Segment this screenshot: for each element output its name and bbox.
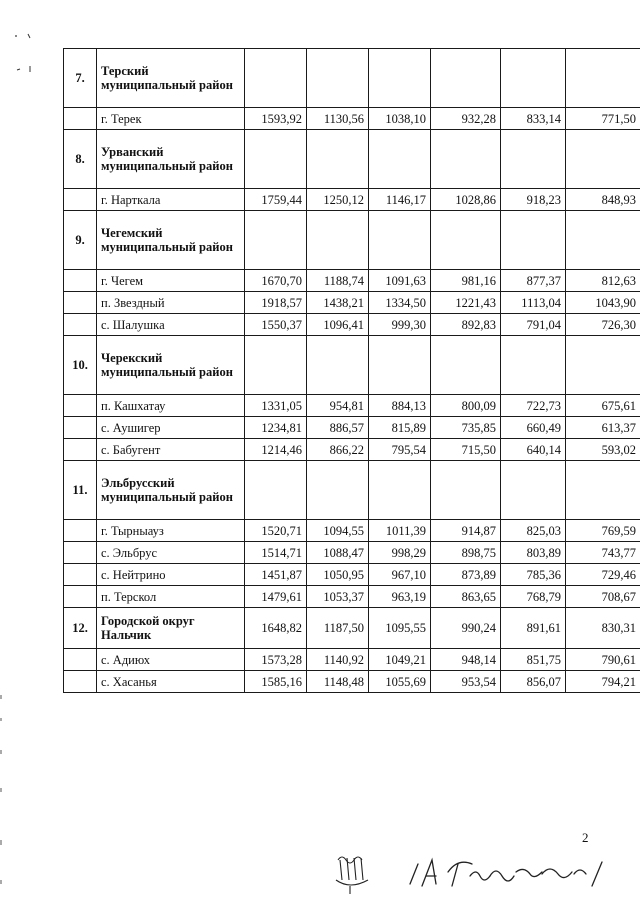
value-cell: 1038,10 — [369, 108, 431, 130]
settlement-name-cell: с. Эльбрус — [97, 542, 245, 564]
row-number-cell — [64, 439, 97, 461]
value-cell: 877,37 — [501, 270, 566, 292]
value-cell: 1214,46 — [245, 439, 307, 461]
district-name-cell: Чегемский муниципальный район — [97, 211, 245, 270]
value-cell — [501, 211, 566, 270]
value-cell: 1250,12 — [307, 189, 369, 211]
value-cell: 953,54 — [431, 671, 501, 693]
value-cell: 1438,21 — [307, 292, 369, 314]
value-cell: 1479,61 — [245, 586, 307, 608]
value-cell: 866,22 — [307, 439, 369, 461]
value-cell: 800,09 — [431, 395, 501, 417]
value-cell — [307, 461, 369, 520]
row-number-cell: 7. — [64, 49, 97, 108]
value-cell — [307, 130, 369, 189]
row-number-cell — [64, 108, 97, 130]
value-cell: 735,85 — [431, 417, 501, 439]
district-name-cell: Городской округ Нальчик — [97, 608, 245, 649]
value-cell: 1140,92 — [307, 649, 369, 671]
settlement-name-cell: п. Кашхатау — [97, 395, 245, 417]
table-row — [64, 520, 640, 542]
value-cell: 932,28 — [431, 108, 501, 130]
value-cell — [501, 336, 566, 395]
table-row — [64, 671, 640, 693]
value-cell — [501, 130, 566, 189]
value-cell: 856,07 — [501, 671, 566, 693]
row-number-cell: 9. — [64, 211, 97, 270]
district-row — [64, 211, 640, 270]
value-cell: 1918,57 — [245, 292, 307, 314]
value-cell — [369, 461, 431, 520]
value-cell: 833,14 — [501, 108, 566, 130]
value-cell: 1585,16 — [245, 671, 307, 693]
value-cell: 825,03 — [501, 520, 566, 542]
page-number: 2 — [582, 830, 589, 845]
settlement-name-cell: г. Тырныауз — [97, 520, 245, 542]
settlement-name-cell: с. Адиюх — [97, 649, 245, 671]
value-cell: 1094,55 — [307, 520, 369, 542]
settlement-name-cell: с. Шалушка — [97, 314, 245, 336]
value-cell — [431, 461, 501, 520]
district-name-cell: Черекский муниципальный район — [97, 336, 245, 395]
value-cell: 1130,56 — [307, 108, 369, 130]
value-cell: 981,16 — [431, 270, 501, 292]
row-number-cell: 12. — [64, 608, 97, 649]
value-cell: 729,46 — [566, 564, 640, 586]
district-row — [64, 461, 640, 520]
value-cell: 999,30 — [369, 314, 431, 336]
value-cell: 675,61 — [566, 395, 640, 417]
table-row — [64, 564, 640, 586]
row-number-cell — [64, 314, 97, 336]
value-cell: 990,24 — [431, 608, 501, 649]
value-cell: 1091,63 — [369, 270, 431, 292]
row-number-cell — [64, 395, 97, 417]
value-cell: 898,75 — [431, 542, 501, 564]
settlement-name-cell: г. Нарткала — [97, 189, 245, 211]
value-cell: 613,37 — [566, 417, 640, 439]
value-cell: 640,14 — [501, 439, 566, 461]
value-cell — [307, 211, 369, 270]
value-cell: 1146,17 — [369, 189, 431, 211]
row-number-cell — [64, 671, 97, 693]
value-cell: 815,89 — [369, 417, 431, 439]
value-cell: 785,36 — [501, 564, 566, 586]
value-cell: 873,89 — [431, 564, 501, 586]
settlement-name-cell: с. Хасанья — [97, 671, 245, 693]
value-cell — [431, 130, 501, 189]
value-cell — [431, 211, 501, 270]
settlement-name-cell: п. Звездный — [97, 292, 245, 314]
table-body — [64, 49, 640, 693]
district-row — [64, 336, 640, 395]
value-cell: 998,29 — [369, 542, 431, 564]
value-cell: 1221,43 — [431, 292, 501, 314]
table-row — [64, 108, 640, 130]
value-cell: 954,81 — [307, 395, 369, 417]
scan-edge-artifact — [0, 690, 4, 900]
value-cell: 768,79 — [501, 586, 566, 608]
settlement-name-cell: с. Аушигер — [97, 417, 245, 439]
signature-image — [330, 842, 630, 897]
value-cell: 1049,21 — [369, 649, 431, 671]
value-cell — [431, 49, 501, 108]
value-cell: 1514,71 — [245, 542, 307, 564]
row-number-cell — [64, 649, 97, 671]
value-cell: 1096,41 — [307, 314, 369, 336]
value-cell: 1334,50 — [369, 292, 431, 314]
table-row — [64, 649, 640, 671]
settlement-name-cell: г. Чегем — [97, 270, 245, 292]
value-cell: 771,50 — [566, 108, 640, 130]
value-cell: 1593,92 — [245, 108, 307, 130]
value-cell: 1573,28 — [245, 649, 307, 671]
value-cell: 863,65 — [431, 586, 501, 608]
signature-mark — [336, 857, 368, 894]
value-cell — [431, 336, 501, 395]
table-row — [64, 270, 640, 292]
value-cell — [369, 336, 431, 395]
value-cell — [566, 461, 640, 520]
value-cell: 795,54 — [369, 439, 431, 461]
handwritten-signature — [410, 860, 602, 886]
district-row — [64, 608, 640, 649]
value-cell — [307, 336, 369, 395]
value-cell: 1053,37 — [307, 586, 369, 608]
value-cell: 948,14 — [431, 649, 501, 671]
row-number-cell — [64, 417, 97, 439]
value-cell: 963,19 — [369, 586, 431, 608]
value-cell: 722,73 — [501, 395, 566, 417]
value-cell: 769,59 — [566, 520, 640, 542]
value-cell — [245, 130, 307, 189]
table-row — [64, 586, 640, 608]
value-cell — [501, 49, 566, 108]
row-number-cell — [64, 586, 97, 608]
value-cell: 715,50 — [431, 439, 501, 461]
settlement-name-cell: с. Нейтрино — [97, 564, 245, 586]
value-cell: 1113,04 — [501, 292, 566, 314]
row-number-cell — [64, 520, 97, 542]
row-number-cell — [64, 564, 97, 586]
row-number-cell: 11. — [64, 461, 97, 520]
value-cell: 1095,55 — [369, 608, 431, 649]
table-row — [64, 292, 640, 314]
value-cell: 791,04 — [501, 314, 566, 336]
value-cell — [245, 336, 307, 395]
value-cell: 1670,70 — [245, 270, 307, 292]
value-cell: 1088,47 — [307, 542, 369, 564]
value-cell: 851,75 — [501, 649, 566, 671]
value-cell: 848,93 — [566, 189, 640, 211]
value-cell: 794,21 — [566, 671, 640, 693]
table-row — [64, 189, 640, 211]
value-cell: 1648,82 — [245, 608, 307, 649]
value-cell: 914,87 — [431, 520, 501, 542]
value-cell: 1148,48 — [307, 671, 369, 693]
value-cell — [501, 461, 566, 520]
value-cell — [369, 211, 431, 270]
value-cell — [369, 49, 431, 108]
table-row — [64, 439, 640, 461]
row-number-cell — [64, 270, 97, 292]
value-cell: 1050,95 — [307, 564, 369, 586]
value-cell: 708,67 — [566, 586, 640, 608]
district-name-cell: Терский муниципальный район — [97, 49, 245, 108]
value-cell: 743,77 — [566, 542, 640, 564]
value-cell: 830,31 — [566, 608, 640, 649]
value-cell — [307, 49, 369, 108]
value-cell — [566, 211, 640, 270]
value-cell: 891,61 — [501, 608, 566, 649]
row-number-cell: 10. — [64, 336, 97, 395]
settlement-name-cell: с. Бабугент — [97, 439, 245, 461]
district-name-cell: Урванский муниципальный район — [97, 130, 245, 189]
value-cell: 803,89 — [501, 542, 566, 564]
scan-artifact-marks — [12, 30, 42, 80]
row-number-cell — [64, 542, 97, 564]
table-row — [64, 395, 640, 417]
settlement-name-cell: г. Терек — [97, 108, 245, 130]
value-cell: 1028,86 — [431, 189, 501, 211]
district-name-cell: Эльбрусский муниципальный район — [97, 461, 245, 520]
value-cell: 593,02 — [566, 439, 640, 461]
table-row — [64, 314, 640, 336]
value-cell — [369, 130, 431, 189]
value-cell: 1520,71 — [245, 520, 307, 542]
value-cell: 1187,50 — [307, 608, 369, 649]
row-number-cell — [64, 292, 97, 314]
value-cell: 1055,69 — [369, 671, 431, 693]
value-cell — [566, 336, 640, 395]
value-cell: 790,61 — [566, 649, 640, 671]
district-row — [64, 49, 640, 108]
value-cell: 1331,05 — [245, 395, 307, 417]
value-cell: 660,49 — [501, 417, 566, 439]
value-cell: 1234,81 — [245, 417, 307, 439]
settlement-name-cell: п. Терскол — [97, 586, 245, 608]
value-cell: 884,13 — [369, 395, 431, 417]
value-cell — [566, 49, 640, 108]
row-number-cell: 8. — [64, 130, 97, 189]
value-cell — [566, 130, 640, 189]
value-cell: 1451,87 — [245, 564, 307, 586]
value-cell: 812,63 — [566, 270, 640, 292]
value-cell: 1188,74 — [307, 270, 369, 292]
value-cell: 1550,37 — [245, 314, 307, 336]
value-cell: 918,23 — [501, 189, 566, 211]
table-row — [64, 417, 640, 439]
district-row — [64, 130, 640, 189]
value-cell: 1043,90 — [566, 292, 640, 314]
value-cell: 1759,44 — [245, 189, 307, 211]
value-cell — [245, 461, 307, 520]
value-cell: 886,57 — [307, 417, 369, 439]
value-cell: 1011,39 — [369, 520, 431, 542]
value-cell — [245, 211, 307, 270]
row-number-cell — [64, 189, 97, 211]
value-cell — [245, 49, 307, 108]
value-cell: 892,83 — [431, 314, 501, 336]
tariff-table — [63, 48, 640, 693]
value-cell: 726,30 — [566, 314, 640, 336]
table-row — [64, 542, 640, 564]
value-cell: 967,10 — [369, 564, 431, 586]
